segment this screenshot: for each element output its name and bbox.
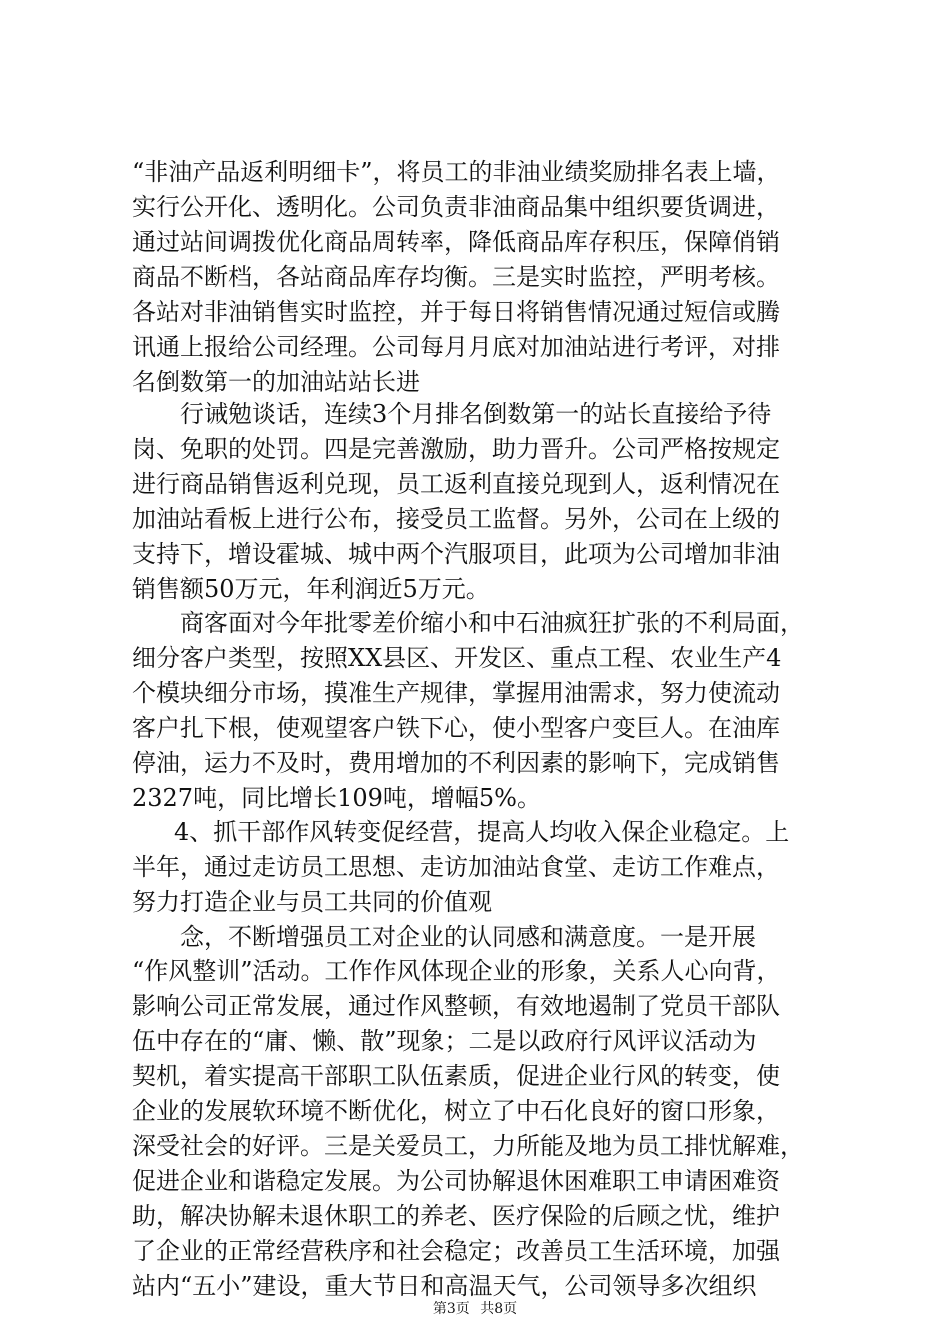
text-line: 岗、免职的处罚。四是完善激励，助力晋升。公司严格按规定 xyxy=(132,435,780,463)
text-line: 实行公开化、透明化。公司负责非油商品集中组织要货调进， xyxy=(132,193,780,221)
text-line: 讯通上报给公司经理。公司每月月底对加油站进行考评，对排 xyxy=(132,333,780,361)
text-line: 企业的发展软环境不断优化，树立了中石化良好的窗口形象， xyxy=(132,1097,780,1125)
text-line: 4、抓干部作风转变促经营，提高人均收入保企业稳定。上 xyxy=(174,818,790,846)
text-line: 销售额50万元，年利润近5万元。 xyxy=(132,575,490,603)
page-number: 第3页 xyxy=(432,1301,470,1317)
text-line: 契机，着实提高干部职工队伍素质，促进企业行风的转变，使 xyxy=(132,1062,780,1090)
text-line: 站内“五小”建设，重大节日和高温天气，公司领导多次组织 xyxy=(132,1272,757,1300)
text-line: 加油站看板上进行公布，接受员工监督。另外，公司在上级的 xyxy=(132,505,780,533)
text-line: 了企业的正常经营秩序和社会稳定；改善员工生活环境，加强 xyxy=(132,1237,780,1265)
text-line: 2327吨，同比增长109吨，增幅5%。 xyxy=(132,784,541,812)
text-line: 行诫勉谈话，连续3个月排名倒数第一的站长直接给予待 xyxy=(180,400,772,428)
text-line: 半年，通过走访员工思想、走访加油站食堂、走访工作难点， xyxy=(132,853,780,881)
text-line: 各站对非油销售实时监控，并于每日将销售情况通过短信或腾 xyxy=(132,298,780,326)
text-line: 支持下，增设霍城、城中两个汽服项目，此项为公司增加非油 xyxy=(132,540,780,568)
text-line: “非油产品返利明细卡”，将员工的非油业绩奖励排名表上墙， xyxy=(132,158,781,186)
text-line: 努力打造企业与员工共同的价值观 xyxy=(132,888,492,916)
text-line: 商品不断档，各站商品库存均衡。三是实时监控，严明考核。 xyxy=(132,263,780,291)
text-line: 名倒数第一的加油站站长进 xyxy=(132,368,420,396)
text-line: 商客面对今年批零差价缩小和中石油疯狂扩张的不利局面， xyxy=(180,609,804,637)
text-line: 伍中存在的“庸、懒、散”现象；二是以政府行风评议活动为 xyxy=(132,1027,757,1055)
text-line: 停油，运力不及时，费用增加的不利因素的影响下，完成销售 xyxy=(132,749,780,777)
text-line: 进行商品销售返利兑现，员工返利直接兑现到人，返利情况在 xyxy=(132,470,780,498)
text-line: 深受社会的好评。三是关爱员工，力所能及地为员工排忧解难， xyxy=(132,1132,804,1160)
page-total: 共8页 xyxy=(480,1301,518,1317)
page-footer xyxy=(0,1298,950,1318)
text-line: 促进企业和谐稳定发展。为公司协解退休困难职工申请困难资 xyxy=(132,1167,780,1195)
text-line: 念，不断增强员工对企业的认同感和满意度。一是开展 xyxy=(180,923,756,951)
text-line: 通过站间调拨优化商品周转率，降低商品库存积压，保障俏销 xyxy=(132,228,780,256)
text-line: 影响公司正常发展，通过作风整顿，有效地遏制了党员干部队 xyxy=(132,992,780,1020)
text-line: 客户扎下根，使观望客户铁下心，使小型客户变巨人。在油库 xyxy=(132,714,780,742)
text-line: 细分客户类型，按照XX县区、开发区、重点工程、农业生产4 xyxy=(132,644,782,672)
text-line: 助，解决协解未退休职工的养老、医疗保险的后顾之忧，维护 xyxy=(132,1202,780,1230)
text-line: “作风整训”活动。工作作风体现企业的形象，关系人心向背， xyxy=(132,957,781,985)
text-line: 个模块细分市场，摸准生产规律，掌握用油需求，努力使流动 xyxy=(132,679,780,707)
